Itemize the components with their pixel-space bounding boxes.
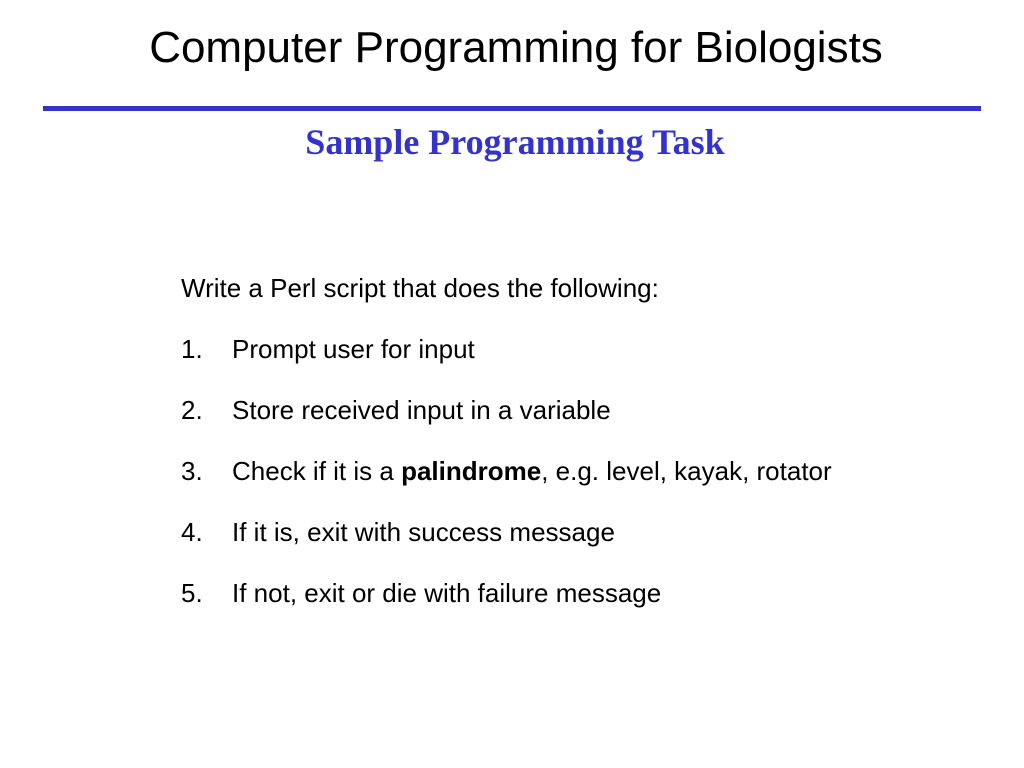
task-text-bold: palindrome: [401, 456, 542, 486]
slide-body: [181, 270, 1024, 636]
task-number: 1.: [181, 334, 203, 364]
task-text-before: Check if it is a: [232, 456, 402, 486]
task-item: [181, 453, 1024, 489]
task-text: If it is, exit with success message: [232, 517, 615, 547]
task-text-after: , e.g. level, kayak, rotator: [541, 456, 832, 486]
title-divider: [43, 106, 981, 111]
task-number: 2.: [181, 395, 203, 425]
task-text: [232, 453, 832, 489]
task-text: Store received input in a variable: [232, 395, 611, 425]
task-item: [181, 392, 1024, 428]
slide-title: Computer Programming for Biologists: [149, 23, 883, 72]
task-text: If not, exit or die with failure message: [232, 578, 662, 608]
task-text: Prompt user for input: [232, 334, 475, 364]
task-item: [181, 575, 1024, 611]
task-number: 3.: [181, 456, 203, 486]
task-item: [181, 331, 1024, 367]
task-number: 4.: [181, 517, 203, 547]
task-intro: Write a Perl script that does the following:: [181, 273, 659, 303]
task-number: 5.: [181, 578, 203, 608]
task-item: [181, 514, 1024, 550]
slide-subtitle: Sample Programming Task: [305, 122, 725, 162]
